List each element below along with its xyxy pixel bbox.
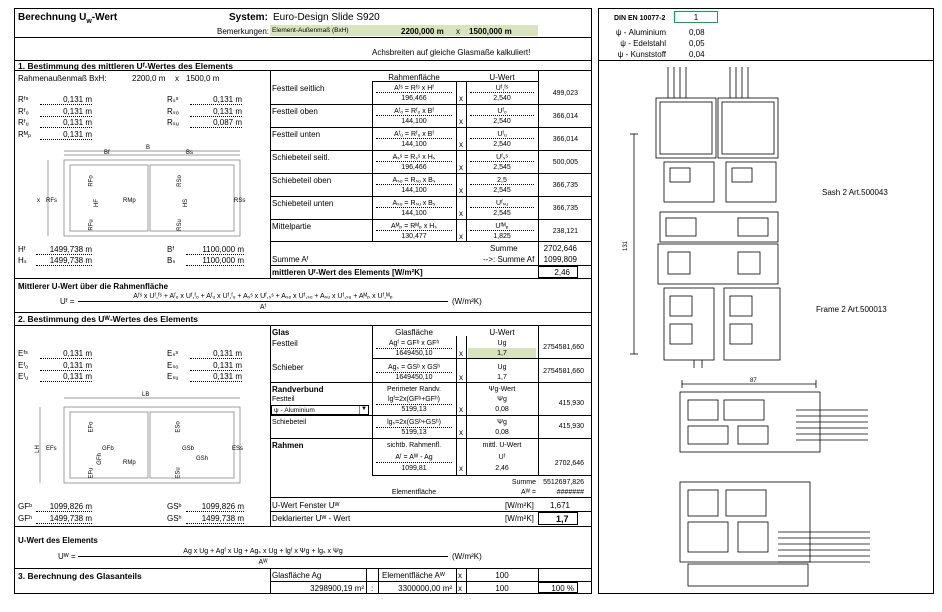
param-value[interactable]: 1099,826 m — [201, 502, 244, 511]
rahmen-u-value: 2,46 — [495, 465, 509, 472]
rand-psi-value-1: 0,08 — [495, 406, 509, 413]
param-key: Rᴹₚ — [18, 130, 32, 139]
width-value[interactable]: 2200,000 m — [401, 27, 444, 36]
summe2-value: 5512697,826 — [543, 479, 584, 486]
uwert-col: U-Wert — [489, 328, 515, 337]
af-value: 1099,809 — [543, 255, 577, 264]
param-value[interactable]: 0,131 m — [63, 372, 92, 381]
remarks-label: Bemerkungen: — [217, 27, 270, 36]
formula2-denominator: Aᵂ — [258, 559, 268, 566]
frame-size-label: Rahmenaußenmaß BxH: — [18, 74, 107, 83]
times-sign: x — [456, 27, 460, 36]
profile-cross-section-drawing — [598, 62, 934, 592]
glasflaeche-col: Glasfläche — [395, 328, 433, 337]
divider-dotted — [470, 184, 534, 185]
psi-steel-value: 0,05 — [689, 39, 705, 48]
psi-alu-label: ψ - Aluminium — [615, 28, 666, 37]
dropdown-arrow-icon: ▼ — [359, 406, 368, 414]
dim-rmp: RMp — [123, 198, 136, 204]
divider-dotted — [376, 184, 452, 185]
frame-size-x: x — [175, 74, 179, 83]
section-3-title: 3. Berechnung des Glasanteils — [18, 571, 142, 581]
param-value[interactable]: 1100,000 m — [202, 256, 244, 265]
sheet-title: Berechnung $U_w$-Wert — [18, 12, 118, 25]
schieber-label: Schieber — [272, 363, 304, 372]
param-value[interactable]: 1100,000 m — [202, 245, 244, 254]
area-formula: Aᶠˢ = Rᶠˢ x Hᶠ — [394, 85, 434, 92]
times-sign: x — [459, 186, 463, 195]
row-result: 366,735 — [552, 182, 578, 189]
divider-dotted — [376, 92, 452, 93]
param-key: Eₛₒ — [167, 361, 179, 370]
dim-efu: EFu — [88, 467, 95, 479]
row-result: 499,023 — [552, 90, 578, 97]
param-key: GFʰ — [18, 514, 33, 523]
frame-label: Frame 2 Art.500013 — [816, 305, 887, 314]
height-value[interactable]: 1500,000 m — [469, 27, 512, 36]
dim-efs: EFs — [46, 446, 57, 452]
times-sign: x — [459, 232, 463, 241]
rahmen-formula: Aᶠ = Aᵂ - Aɡ — [395, 454, 433, 461]
times-sign: x — [459, 209, 463, 218]
param-value[interactable]: 0,131 m — [63, 107, 92, 116]
formula2-lhs: Uᵂ = — [58, 552, 76, 561]
glas-result-2: 2754581,660 — [543, 368, 584, 375]
param-key: Eₛᵤ — [167, 372, 179, 381]
row-result: 366,014 — [552, 113, 578, 120]
u-value[interactable]: 1,825 — [493, 233, 511, 240]
declared-uw-value: 1,7 — [556, 514, 569, 524]
elementflaeche-label: Elementfläche — [391, 489, 437, 496]
row-divider — [270, 127, 592, 128]
times-sign: x — [459, 428, 463, 437]
rand-formula-2: lɡₛ=2x(GSᵇ+GSʰ) — [387, 419, 441, 426]
area-formula: Aₛₒ = Rₛₒ x Bₛ — [392, 177, 436, 184]
param-key: GSʰ — [167, 514, 182, 523]
sichtb-col: sichtb. Rahmenfl. — [386, 442, 442, 449]
hundred-2: 100 — [495, 584, 509, 593]
param-value[interactable]: 1499,738 m — [49, 245, 92, 254]
system-value[interactable]: Euro-Design Slide S920 — [273, 12, 380, 23]
aw-value: ####### — [556, 489, 584, 496]
glas-u-key-2: Uɡ — [497, 364, 507, 371]
param-key: Rᶠᵤ — [18, 118, 29, 127]
dim-gfb: GFb — [102, 446, 114, 452]
glass-area-value: 3298900,19 m² — [310, 584, 364, 593]
formula2-numerator: Aɡ x Uɡ + Aɡᶠ x Uɡ + Aɡₛ x Uɡ + lɡᶠ x Ψɡ + lɡₛ x Ψɡ — [183, 548, 343, 555]
times-sign: x — [459, 94, 463, 103]
declared-uw-label: Deklarierter Uᵂ - Wert — [272, 514, 351, 523]
psi-plastic-value: 0,04 — [689, 50, 705, 59]
dim-bf: Bf — [104, 150, 110, 156]
param-value[interactable]: 1499,738 m — [49, 514, 92, 523]
area-formula: Aᶠᵤ = Rᶠᵤ x Bᶠ — [394, 131, 434, 138]
glas-result-1: 2754581,660 — [543, 344, 584, 351]
times-sign: x — [459, 349, 463, 358]
glas-formula-1: Aɡᶠ = GFᵇ x GFʰ — [388, 340, 440, 347]
divider-dotted — [376, 138, 452, 139]
formula1-title: Mittlerer U-Wert über die Rahmenfläche — [18, 282, 169, 291]
formula1-lhs: Uᶠ = — [60, 297, 75, 306]
dim-rsu: RSu — [176, 219, 183, 231]
divider-dotted — [470, 207, 534, 208]
param-key: Rₛₒ — [167, 107, 179, 116]
frame-part-name: Schiebeteil seitl. — [272, 153, 330, 162]
rahmen-value: 1099,81 — [401, 465, 427, 472]
randverbund-label: Randverbund — [272, 385, 324, 394]
rand-psi-key-1: Ψɡ — [497, 396, 507, 403]
psi-alu-value: 0,08 — [689, 28, 705, 37]
u-key: Uᶠₒ — [497, 108, 507, 115]
times-sign: x — [459, 117, 463, 126]
param-key: Hᶠ — [18, 245, 26, 254]
dim-hs: HS — [183, 198, 190, 208]
row-divider — [270, 196, 592, 197]
u-key: Uᶠᴹₚ — [495, 223, 509, 230]
dim-gsb: GSb — [182, 446, 195, 452]
dim-esu: ESu — [175, 467, 182, 479]
window-diagram-glass — [18, 390, 268, 490]
divider-dotted — [376, 161, 452, 162]
sash-label: Sash 2 Art.500043 — [822, 188, 888, 197]
area-value: 144,100 — [401, 118, 427, 125]
glas-label: Glas — [272, 328, 290, 337]
dim-rmp: RMp — [123, 460, 136, 466]
area-formula: Aₛᵤ = Rₛᵤ x Bₛ — [392, 200, 436, 207]
param-key: Eᶠˢ — [18, 349, 28, 358]
param-value[interactable]: 1499,738 m — [49, 256, 92, 265]
param-value[interactable]: 0,131 m — [213, 107, 242, 116]
times-sign: x — [458, 571, 462, 580]
param-value[interactable]: 1499,738 m — [201, 514, 244, 523]
times-sign: x — [459, 163, 463, 172]
divider-dotted — [470, 115, 534, 116]
psi-plastic-label: ψ - Kunststoff — [617, 50, 666, 59]
element-area-value: 3300000,00 m² — [398, 584, 452, 593]
param-value[interactable]: 1099,826 m — [49, 502, 92, 511]
glas-u-value-1: 1,7 — [497, 350, 507, 357]
area-formula: Aᴹₚ = Rᴹₚ x Hₛ — [391, 223, 437, 230]
u-value[interactable]: 2,540 — [493, 95, 511, 102]
section-1-title: 1. Bestimmung des mittleren Uᶠ-Wertes des Elements — [18, 61, 233, 71]
param-key: Rₛˢ — [167, 95, 179, 104]
param-key: GSᵇ — [167, 502, 182, 511]
glass-area-label: Glasfläche Aɡ — [272, 571, 322, 580]
mittl-uf-label: mittleren Uᶠ-Wert des Elements [W/m²K] — [272, 268, 423, 277]
summe-af-label: Summe Aᶠ — [272, 255, 309, 264]
param-key: Bₛ — [167, 256, 176, 265]
param-key: Eᶠᵤ — [18, 372, 29, 381]
param-value[interactable]: 0,131 m — [213, 95, 242, 104]
param-value[interactable]: 0,131 m — [63, 118, 92, 127]
section-2-title: 2. Bestimmung des Uᵂ-Wertes des Elements — [18, 314, 199, 324]
uw-element-title: U-Wert des Elements — [18, 536, 98, 545]
area-value: 130,477 — [401, 233, 427, 240]
param-key: Rᶠₒ — [18, 107, 29, 116]
rand-result-2: 415,930 — [558, 423, 584, 430]
u-key: Uᶠᵤ — [497, 131, 507, 138]
u-value[interactable]: 2,540 — [493, 141, 511, 148]
param-key: Hₛ — [18, 256, 27, 265]
dim-rfs: RFs — [46, 198, 57, 204]
param-value[interactable]: 0,087 m — [213, 118, 242, 127]
row-result: 238,121 — [552, 228, 578, 235]
rand-psi-value-2: 0,08 — [495, 429, 509, 436]
times-sign: x — [459, 140, 463, 149]
dim-lh: LH — [34, 445, 41, 453]
param-value[interactable]: 0,131 m — [63, 95, 92, 104]
u-key: Uᶠₛᵤ — [496, 200, 508, 207]
u-value[interactable]: 2,545 — [493, 187, 511, 194]
dim-ess: ESs — [232, 446, 244, 452]
row-result: 366,735 — [552, 205, 578, 212]
divider-dotted — [470, 92, 534, 93]
system-label: System: — [229, 12, 268, 23]
festteil-label: Festteil — [272, 339, 298, 348]
summe2-label: Summe — [511, 479, 536, 486]
formula2-unit: (W/m²K) — [452, 552, 482, 561]
param-key: Eᶠₒ — [18, 361, 29, 370]
area-value: 196,466 — [401, 164, 427, 171]
glas-formula-2: Aɡₛ = GSᵇ x GSʰ — [387, 364, 441, 371]
row-divider — [270, 173, 592, 174]
rand-result-1: 415,930 — [558, 400, 584, 407]
rand-festteil-label: Festteil — [272, 396, 295, 403]
glas-value-1: 1649450,10 — [395, 350, 433, 357]
param-key: Eₛˢ — [167, 349, 179, 358]
dim-rfo: RFo — [88, 175, 95, 187]
dim-eso: ESo — [175, 421, 182, 433]
aw-label: Aᵂ = — [520, 489, 536, 496]
formula1-denominator: Aᶠ — [259, 304, 267, 311]
dim-b: B — [146, 145, 151, 151]
frame-part-name: Schiebeteil oben — [272, 176, 332, 185]
rand-psi-key-2: Ψɡ — [497, 419, 507, 426]
row-result: 366,014 — [552, 136, 578, 143]
param-key: Rᶠˢ — [18, 95, 29, 104]
area-value: 144,100 — [401, 141, 427, 148]
remarks-value[interactable]: Element-Außenmaß (BxH) — [272, 27, 349, 34]
glas-u-key-1: Uɡ — [497, 340, 507, 347]
frame-part-name: Festteil oben — [272, 107, 318, 116]
declared-uw-unit: [W/m²K] — [505, 514, 534, 523]
din-label: DIN EN 10077-2 — [614, 15, 666, 22]
window-diagram-frame — [18, 143, 268, 243]
hundred-1: 100 — [495, 571, 509, 580]
frame-part-name: Schiebeteil unten — [272, 199, 334, 208]
u-key: Uᶠ,ᶠˢ — [495, 85, 509, 92]
summe-label: Summe — [490, 244, 518, 253]
col-rahmenflaeche: Rahmenfläche — [388, 73, 440, 82]
dim-rss: RSs — [234, 198, 246, 204]
divider-dotted — [376, 115, 452, 116]
psi-material-dropdown[interactable]: ψ - Aluminium ▼ — [271, 405, 369, 415]
rahmen-label: Rahmen — [272, 441, 304, 450]
dimension-87: 87 — [750, 378, 757, 384]
area-formula: Aₛˢ = Rₛˢ x Hₛ — [392, 154, 436, 161]
divider-dotted — [376, 207, 452, 208]
dim-efo: EFo — [88, 421, 95, 433]
area-value: 144,100 — [401, 187, 427, 194]
rahmen-u-key: Uᶠ — [498, 454, 506, 461]
dim-rso: RSo — [176, 175, 183, 187]
divider-dotted — [470, 138, 534, 139]
area-value: 196,466 — [401, 95, 427, 102]
mittl-u-col: mittl. U-Wert — [482, 442, 522, 449]
rand-value-1: 5199,13 — [401, 406, 427, 413]
perimeter-col: Perimeter Randv. — [387, 386, 441, 393]
divider-dotted — [376, 230, 452, 231]
summe-value: 2702,646 — [543, 244, 577, 253]
glas-u-value-2: 1,7 — [497, 374, 507, 381]
u-key: 2,5 — [497, 177, 507, 184]
colon: : — [371, 584, 374, 593]
dim-gfh: GFh — [96, 453, 103, 465]
glas-value-2: 1649450,10 — [395, 374, 433, 381]
frame-size-h: 1500,0 m — [186, 74, 220, 83]
row-divider — [270, 219, 592, 220]
u-value[interactable]: 2,545 — [493, 164, 511, 171]
dimension-131: 131 — [623, 240, 630, 252]
formula1-unit: (W/m²K) — [452, 297, 482, 306]
psi-steel-label: ψ - Edelstahl — [620, 39, 666, 48]
divider-dotted — [470, 230, 534, 231]
row-divider — [270, 104, 592, 105]
rand-value-2: 5199,13 — [401, 429, 427, 436]
area-value: 144,100 — [401, 210, 427, 217]
param-value[interactable]: 0,131 m — [213, 349, 242, 358]
uw-window-unit: [W/m²K] — [505, 501, 534, 510]
frame-part-name: Festteil seitlich — [272, 84, 325, 93]
axis-note: Achsbreiten auf gleiche Glasmaße kalkuliert! — [372, 48, 531, 57]
times-sign: x — [459, 405, 463, 414]
formula1-numerator: Aᶠˢ x Uᶠ,ᶠˢ + Aᶠₒ x Uᶠ,ᶠₒ + Aᶠᵤ x Uᶠ,ᶠᵤ + Aₛˢ x Uᶠ,ₛˢ + Aₛₒ x Uᶠ,ₛₒ + Aₛᵤ x Uᶠ,ₛᵤ + Aᴹₚ x Uᶠ,ᴹₚ — [133, 293, 393, 300]
psi-col: Ψɡ-Wert — [488, 386, 516, 393]
dim-lb: LB — [142, 392, 150, 398]
times-sign: x — [459, 464, 463, 473]
param-value[interactable]: 0,131 m — [63, 130, 92, 139]
u-value[interactable]: 2,545 — [493, 210, 511, 217]
rand-schiebeteil-label: Schiebeteil — [272, 419, 307, 426]
element-area-label: Elementfläche Aᵂ — [382, 571, 445, 580]
col-u-wert: U-Wert — [489, 73, 515, 82]
dim-hf: HF — [94, 199, 100, 207]
uw-window-value: 1,671 — [549, 501, 570, 510]
times-sign: x — [459, 373, 463, 382]
param-key: GFᵇ — [18, 502, 33, 511]
param-key: Rₛᵤ — [167, 118, 179, 127]
u-key: Uᶠₛˢ — [496, 154, 508, 161]
divider-dotted — [470, 161, 534, 162]
param-value[interactable]: 0,131 m — [213, 361, 242, 370]
rahmen-result: 2702,646 — [554, 460, 584, 467]
frame-size-b: 2200,0 m — [132, 74, 166, 83]
dim-gsh: GSh — [196, 456, 209, 462]
rand-formula-1: lɡᶠ=2x(GFᵇ+GFʰ) — [387, 396, 441, 403]
param-value[interactable]: 0,131 m — [63, 361, 92, 370]
mittl-uf-value: 2,46 — [554, 268, 570, 277]
glass-pct-value: 100 % — [551, 584, 574, 593]
uw-window-label: U-Wert Fenster Uᵂ — [272, 501, 340, 510]
dim-bs: Bs — [186, 150, 194, 156]
din-value: 1 — [693, 13, 699, 22]
summe-af-arrow: -->: Summe Af — [483, 255, 535, 264]
area-formula: Aᶠₒ = Rᶠₒ x Bᶠ — [394, 108, 434, 115]
row-result: 500,005 — [552, 159, 578, 166]
dim-x: x — [37, 198, 40, 204]
param-value[interactable]: 0,131 m — [63, 349, 92, 358]
param-key: Bᶠ — [167, 245, 175, 254]
frame-part-name: Festteil unten — [272, 130, 321, 139]
dim-rfu: RFu — [88, 219, 95, 231]
param-value[interactable]: 0,131 m — [213, 372, 242, 381]
times-sign: x — [458, 584, 462, 593]
frame-part-name: Mittelpartie — [272, 222, 312, 231]
row-divider — [270, 150, 592, 151]
u-value[interactable]: 2,540 — [493, 118, 511, 125]
